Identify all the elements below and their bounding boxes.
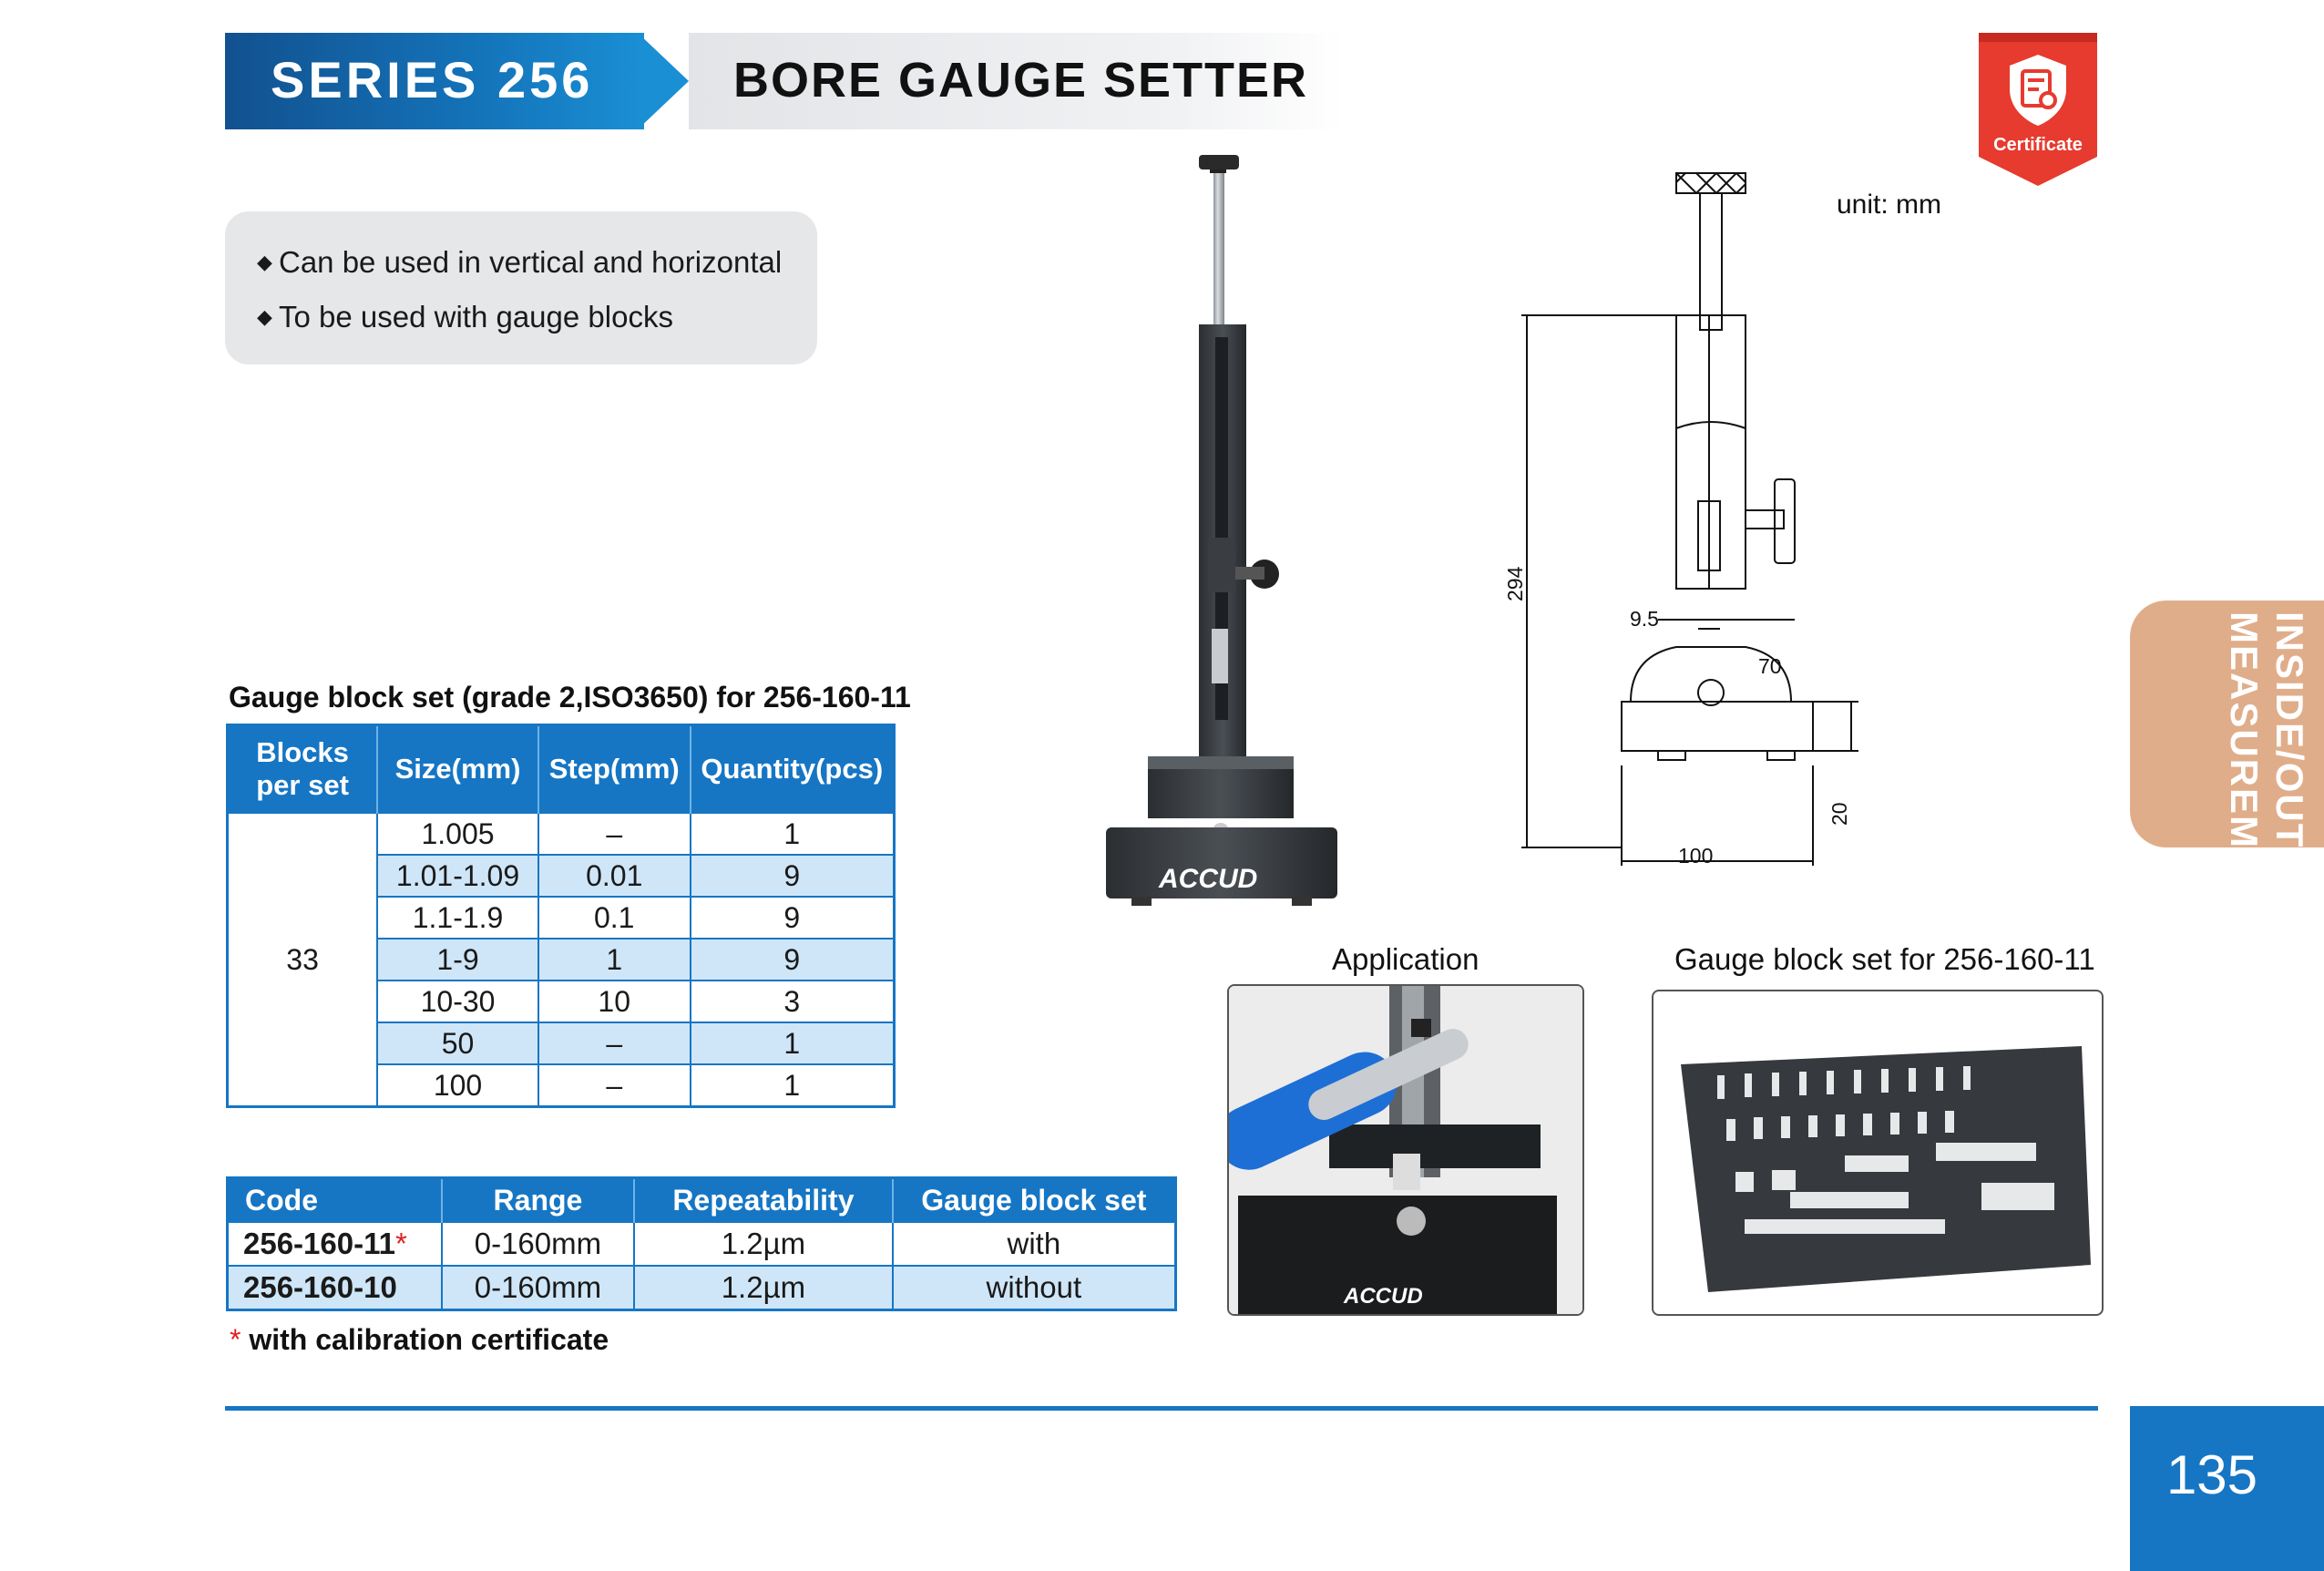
application-label: Application	[1332, 942, 1479, 976]
product-photo	[1093, 155, 1348, 920]
col-size: Size(mm)	[377, 725, 538, 814]
table-row	[228, 813, 895, 855]
table-row	[228, 1266, 1176, 1310]
bullet-icon: ◆	[257, 251, 272, 273]
range-cell: 0-160mm	[442, 1222, 634, 1266]
brand-logo: ACCUD	[1159, 864, 1258, 894]
qty-cell: 9	[691, 939, 895, 981]
qty-cell: 1	[691, 813, 895, 855]
features-box	[225, 211, 817, 365]
application-photo	[1227, 984, 1584, 1316]
code-cell: 256-160-10	[228, 1266, 442, 1310]
qty-cell: 9	[691, 897, 895, 939]
size-cell: 100	[377, 1064, 538, 1107]
step-cell: –	[538, 813, 691, 855]
repeatability-cell: 1.2µm	[634, 1266, 893, 1310]
repeatability-cell: 1.2µm	[634, 1222, 893, 1266]
section-tab-label: INSIDE/OUTSIDE MEASUREMENT	[2223, 611, 2311, 946]
qty-cell: 1	[691, 1064, 895, 1107]
col-code: Code	[228, 1178, 442, 1223]
col-quantity: Quantity(pcs)	[691, 725, 895, 814]
step-cell: 0.01	[538, 855, 691, 897]
gauge-block-caption: Gauge block set (grade 2,ISO3650) for 256-160-11	[229, 681, 911, 714]
dim-base-width: 100	[1678, 844, 1714, 868]
qty-cell: 1	[691, 1022, 895, 1064]
step-cell: 1	[538, 939, 691, 981]
gauge-set-cell: with	[893, 1222, 1176, 1266]
feature-item	[257, 244, 782, 281]
table-header-row	[228, 1178, 1176, 1223]
star-mark: *	[394, 1227, 407, 1260]
step-cell: 0.1	[538, 897, 691, 939]
feature-item	[257, 299, 673, 335]
dim-rod: 9.5	[1630, 607, 1659, 631]
footnote	[230, 1321, 609, 1358]
product-code-table	[226, 1176, 1177, 1311]
header-arrow	[638, 33, 689, 129]
gauge-block-set-label: Gauge block set for 256-160-11	[1674, 942, 2095, 976]
footnote-text: with calibration certificate	[249, 1323, 609, 1356]
range-cell: 0-160mm	[442, 1266, 634, 1310]
size-cell: 1.005	[377, 813, 538, 855]
unit-label: unit: mm	[1837, 190, 1942, 220]
product-title: BORE GAUGE SETTER	[733, 53, 1309, 108]
page-number: 135	[2165, 1444, 2258, 1505]
dim-height: 294	[1503, 566, 1527, 601]
bullet-icon: ◆	[257, 305, 272, 328]
brand-logo: ACCUD	[1344, 1284, 1423, 1309]
step-cell: –	[538, 1064, 691, 1107]
table-header-row	[228, 725, 895, 814]
dim-base-height: 20	[1827, 802, 1851, 826]
size-cell: 50	[377, 1022, 538, 1064]
size-cell: 1-9	[377, 939, 538, 981]
technical-drawing	[1494, 155, 1868, 884]
qty-cell: 9	[691, 855, 895, 897]
gauge-set-cell: without	[893, 1266, 1176, 1310]
col-gauge-block-set: Gauge block set	[893, 1178, 1176, 1223]
col-step: Step(mm)	[538, 725, 691, 814]
gauge-block-table	[226, 724, 896, 1108]
series-title: SERIES 256	[271, 51, 594, 108]
col-range: Range	[442, 1178, 634, 1223]
size-cell: 10-30	[377, 981, 538, 1022]
footer-rule	[225, 1406, 2098, 1411]
qty-cell: 3	[691, 981, 895, 1022]
step-cell: –	[538, 1022, 691, 1064]
size-cell: 1.1-1.9	[377, 897, 538, 939]
col-repeatability: Repeatability	[634, 1178, 893, 1223]
certificate-badge	[1979, 33, 2097, 186]
code-cell: 256-160-11*	[228, 1222, 442, 1266]
gauge-block-set-photo	[1652, 990, 2104, 1316]
blocks-per-set-cell: 33	[228, 813, 378, 1107]
star-mark: *	[230, 1323, 241, 1356]
col-blocks-per-set: Blocks per set	[228, 725, 378, 814]
size-cell: 1.01-1.09	[377, 855, 538, 897]
dim-width-top: 70	[1758, 654, 1782, 678]
feature-text: Can be used in vertical and horizontal	[279, 245, 783, 279]
step-cell: 10	[538, 981, 691, 1022]
certificate-label: Certificate	[1993, 135, 2083, 155]
table-row	[228, 1222, 1176, 1266]
feature-text: To be used with gauge blocks	[279, 300, 673, 334]
